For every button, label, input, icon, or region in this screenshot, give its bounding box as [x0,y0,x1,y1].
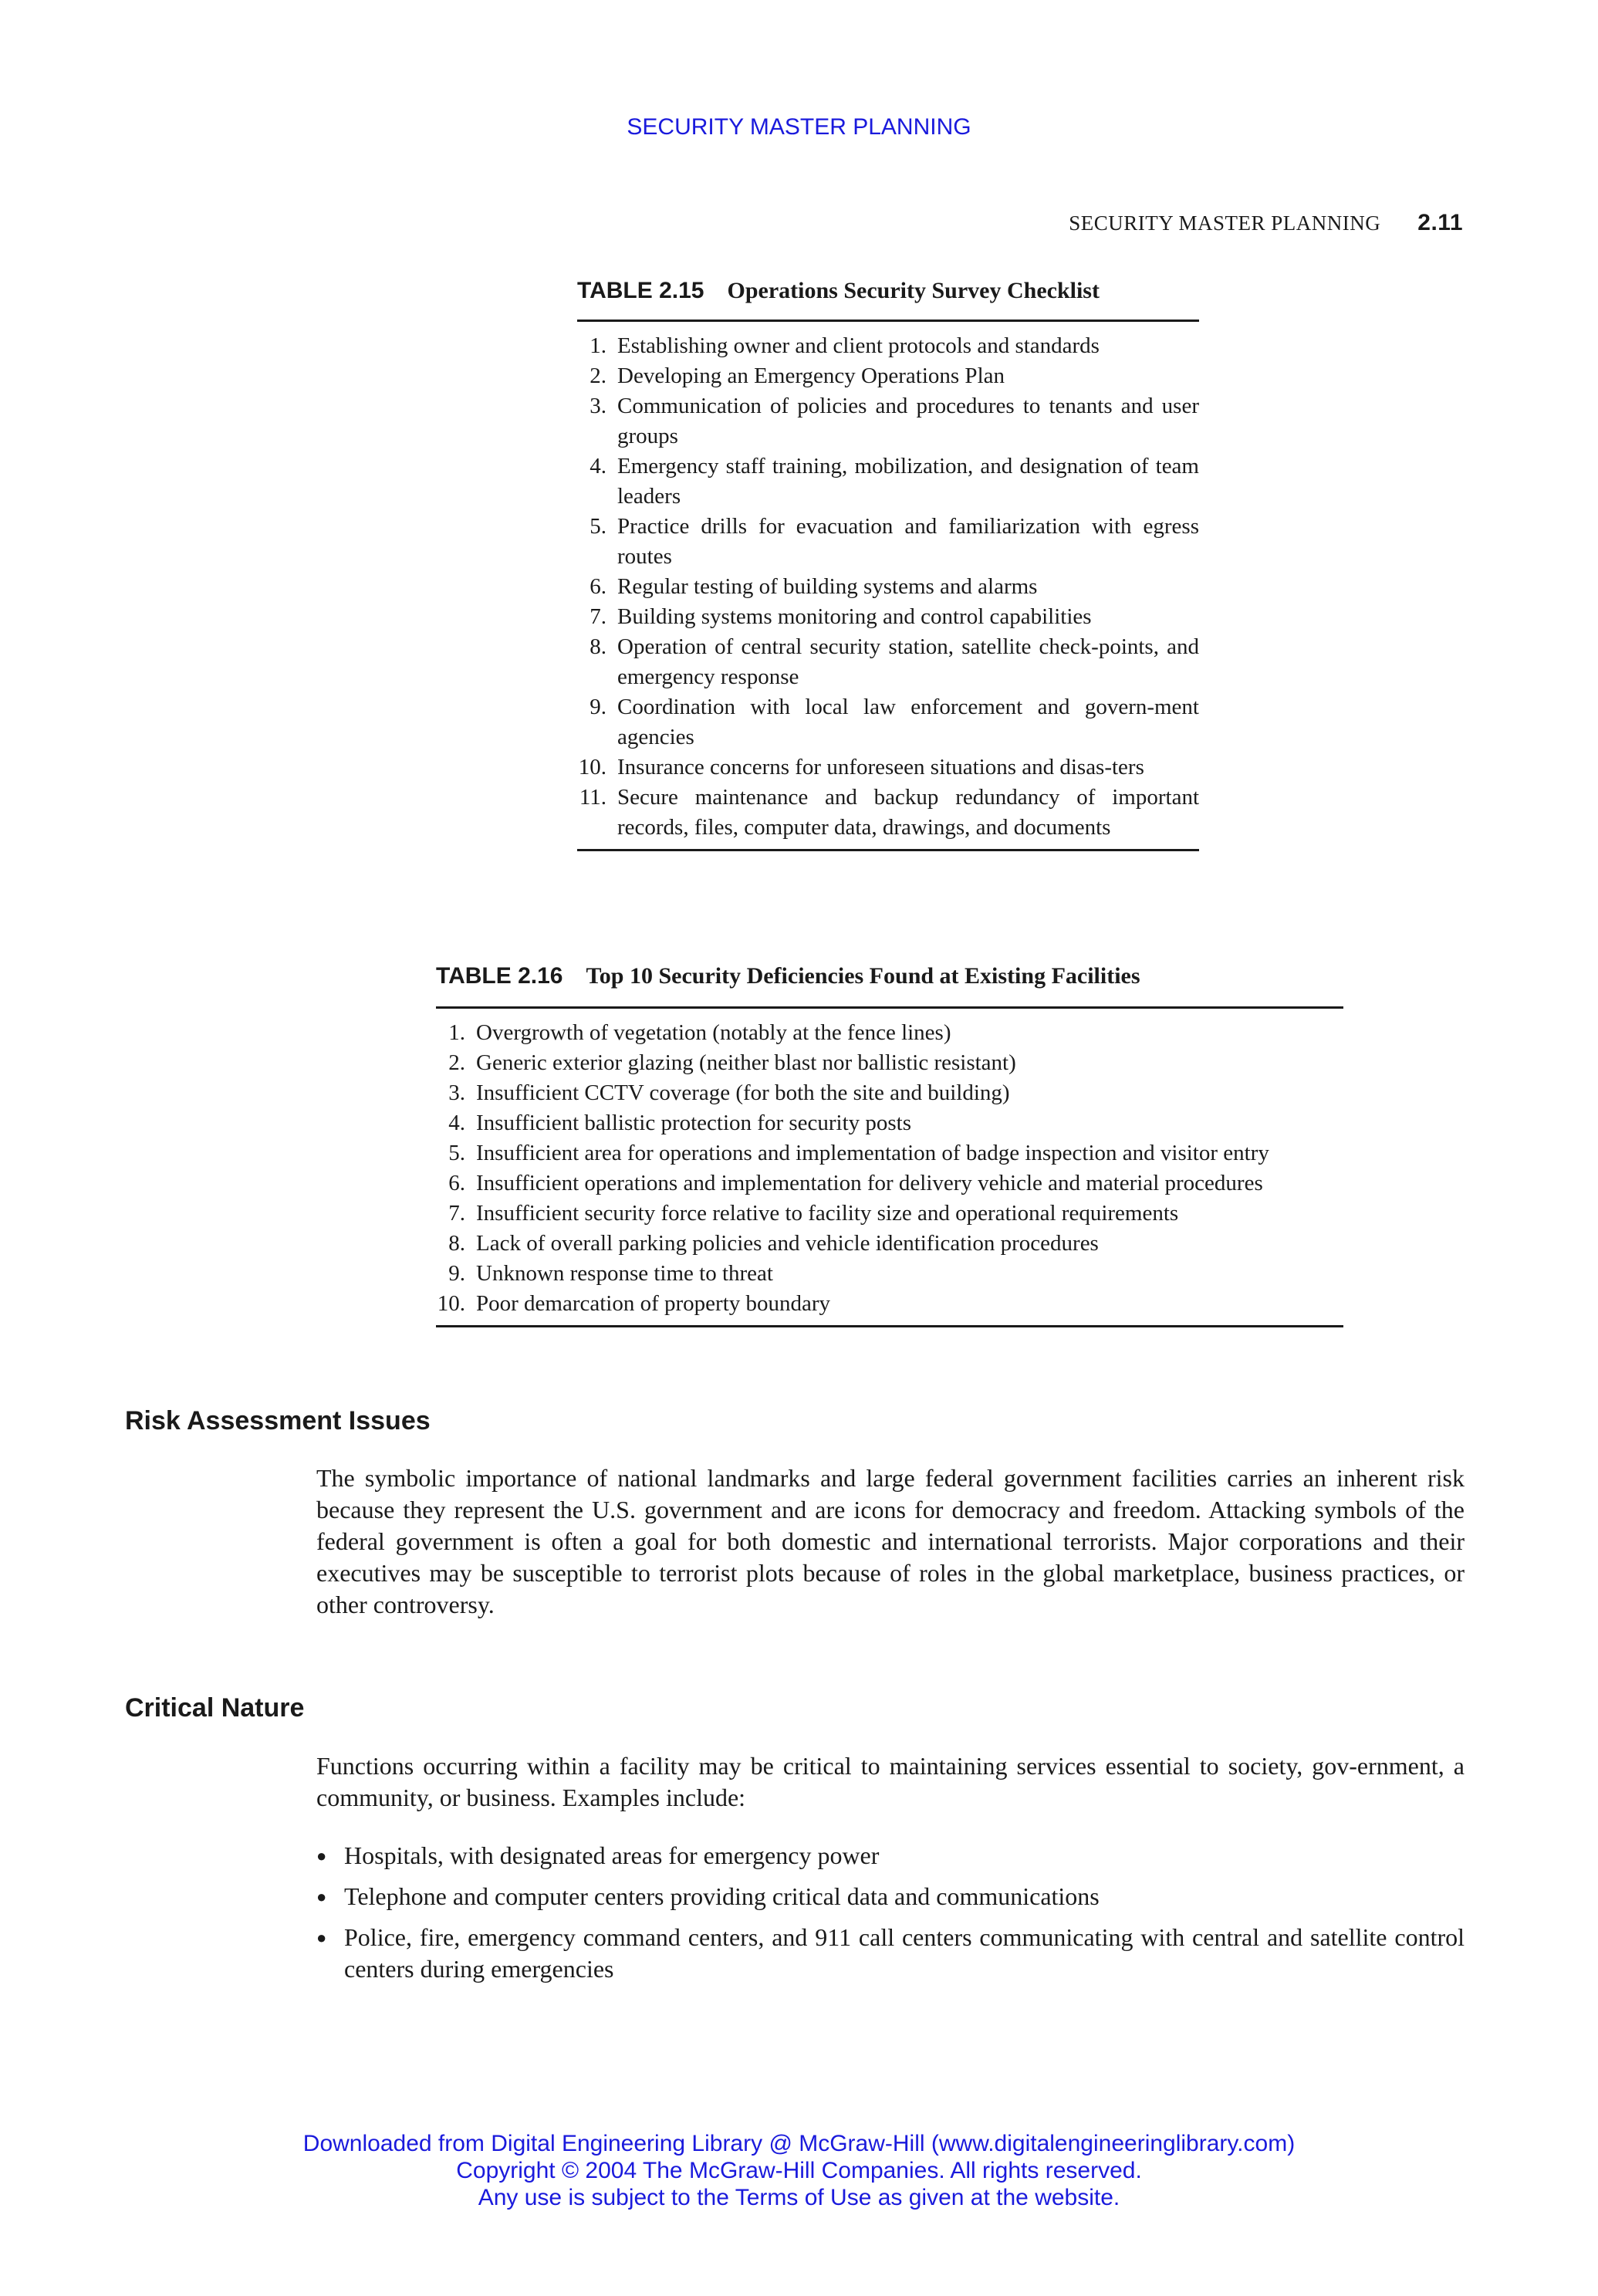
table-2-15-title: Operations Security Survey Checklist [727,278,1100,303]
table-2-15-item-number: 7. [590,604,606,629]
table-2-15-caption [577,278,1199,304]
table-2-16-item [421,1078,1343,1108]
table-2-16-item-number: 4. [448,1111,465,1135]
table-2-15-item [562,752,1199,783]
footer [0,2130,1598,2211]
table-2-16-item [421,1018,1343,1048]
running-head [1069,210,1463,236]
table-2-15-item-number: 8. [590,634,606,659]
table-2-16-item-number: 7. [448,1201,465,1226]
bullet-icon: ● [316,1928,327,1947]
table-2-15-item-text: Building systems monitoring and control capabilities [617,604,1092,629]
table-2-16-item-number: 6. [448,1171,465,1195]
table-2-16-item-text: Poor demarcation of property boundary [476,1291,831,1316]
table-2-16-item-text: Insufficient area for operations and implementation of badge inspection and visitor entry [476,1141,1269,1165]
table-2-16-item-text: Generic exterior glazing (neither blast nor ballistic resistant) [476,1050,1016,1075]
table-2-16-item [421,1048,1343,1078]
table-2-15-bottom-rule [577,849,1199,851]
table-2-16-item [421,1108,1343,1138]
table-2-15 [577,278,1199,851]
critical-bullet-item [316,1881,1465,1912]
table-2-16-item [421,1229,1343,1259]
table-2-15-item-number: 2. [590,364,606,388]
critical-nature-heading: Critical Nature [125,1693,305,1723]
page-number: 2.11 [1417,210,1463,235]
critical-bullet-text: Telephone and computer centers providing critical data and communications [344,1882,1100,1910]
top-banner: SECURITY MASTER PLANNING [627,114,971,140]
table-2-16-item-text: Insufficient operations and implementation for delivery vehicle and material procedures [476,1171,1263,1195]
table-2-16-item-number: 2. [448,1050,465,1075]
table-2-16-item-text: Insufficient CCTV coverage (for both the site and building) [476,1080,1010,1105]
table-2-16-list [421,1018,1343,1319]
table-2-16-title: Top 10 Security Deficiencies Found at Existing Facilities [586,963,1140,989]
table-2-15-item [562,632,1199,692]
table-2-15-item-text: Regular testing of building systems and alarms [617,574,1038,599]
table-2-15-top-rule [577,320,1199,322]
table-2-16-label: TABLE 2.16 [436,963,563,989]
table-2-15-item-number: 10. [578,755,606,779]
table-2-15-item-number: 9. [590,695,606,719]
table-2-16-item-number: 10. [437,1291,465,1316]
table-2-15-item-text: Communication of policies and procedures to tenants and user groups [617,394,1199,448]
table-2-15-item [562,692,1199,752]
table-2-16 [436,963,1343,1327]
table-2-15-item-number: 4. [590,454,606,478]
table-2-16-item-text: Unknown response time to threat [476,1261,773,1286]
table-2-16-item [421,1289,1343,1319]
table-2-15-item-text: Operation of central security station, satellite check-points, and emergency response [617,634,1199,689]
table-2-16-item-number: 1. [448,1020,465,1045]
table-2-15-item [562,331,1199,361]
bullet-icon: ● [316,1887,327,1906]
table-2-16-item-number: 9. [448,1261,465,1286]
footer-line-3: Any use is subject to the Terms of Use as given at the website. [478,2185,1120,2210]
table-2-16-item [421,1259,1343,1289]
table-2-16-item-text: Insufficient ballistic protection for security posts [476,1111,912,1135]
table-2-15-item [562,602,1199,632]
table-2-16-item [421,1199,1343,1229]
table-2-15-item [562,391,1199,451]
table-2-15-item [562,572,1199,602]
table-2-16-top-rule [436,1006,1343,1009]
critical-bullet-text: Hospitals, with designated areas for emergency power [344,1841,880,1869]
table-2-15-item-text: Establishing owner and client protocols and standards [617,333,1100,358]
critical-nature-bullets [316,1840,1465,1994]
table-2-16-item-number: 3. [448,1080,465,1105]
table-2-15-item-number: 5. [590,514,606,539]
table-2-16-item-text: Lack of overall parking policies and vehicle identification procedures [476,1231,1099,1256]
table-2-16-caption [436,963,1343,989]
table-2-16-item [421,1138,1343,1168]
risk-assessment-heading: Risk Assessment Issues [125,1406,431,1435]
table-2-15-item-number: 3. [590,394,606,418]
footer-line-2: Copyright © 2004 The McGraw-Hill Companies. All rights reserved. [456,2158,1142,2183]
table-2-15-item-text: Developing an Emergency Operations Plan [617,364,1005,388]
critical-bullet-item [316,1840,1465,1872]
table-2-15-item-number: 1. [590,333,606,358]
critical-bullet-item [316,1922,1465,1985]
table-2-15-item-text: Coordination with local law enforcement and govern-ment agencies [617,695,1199,749]
table-2-15-item [562,361,1199,391]
table-2-16-bottom-rule [436,1325,1343,1327]
critical-bullet-text: Police, fire, emergency command centers, and 911 call centers communicating with central and satellite control centers during emergencies [344,1923,1465,1983]
table-2-15-item-text: Insurance concerns for unforeseen situations and disas-ters [617,755,1144,779]
table-2-15-item [562,512,1199,572]
bullet-icon: ● [316,1846,327,1865]
running-head-title: SECURITY MASTER PLANNING [1069,211,1381,235]
table-2-15-item-text: Secure maintenance and backup redundancy of important records, files, computer data, drawings, and documents [617,785,1199,840]
table-2-16-item-text: Overgrowth of vegetation (notably at the fence lines) [476,1020,951,1045]
table-2-16-item [421,1168,1343,1199]
table-2-15-label: TABLE 2.15 [577,278,704,303]
table-2-16-item-text: Insufficient security force relative to facility size and operational requirements [476,1201,1179,1226]
risk-assessment-paragraph: The symbolic importance of national landmarks and large federal government facilities carries an inherent risk because they represent the U.S. government and are icons for democracy and freedom. Attacking symbols of the federal government is often a goal for both domestic and international terrorists. Major corporations and their executives may be susceptible to terrorist plots because of roles in the global marketplace, business practices, or other controversy. [316,1464,1465,1618]
table-2-15-item-text: Emergency staff training, mobilization, and designation of team leaders [617,454,1199,509]
table-2-15-item-number: 11. [579,785,606,810]
table-2-16-item-number: 5. [448,1141,465,1165]
footer-line-1: Downloaded from Digital Engineering Library @ McGraw-Hill (www.digitalengineeringlibrary.com) [302,2131,1296,2156]
table-2-15-item [562,451,1199,512]
table-2-15-item-text: Practice drills for evacuation and familiarization with egress routes [617,514,1199,569]
table-2-15-list [562,331,1199,843]
table-2-15-item [562,783,1199,843]
table-2-15-item-number: 6. [590,574,606,599]
table-2-16-item-number: 8. [448,1231,465,1256]
critical-nature-paragraph: Functions occurring within a facility may be critical to maintaining services essential to society, gov-ernment, a community, or business. Examples include: [316,1752,1465,1811]
